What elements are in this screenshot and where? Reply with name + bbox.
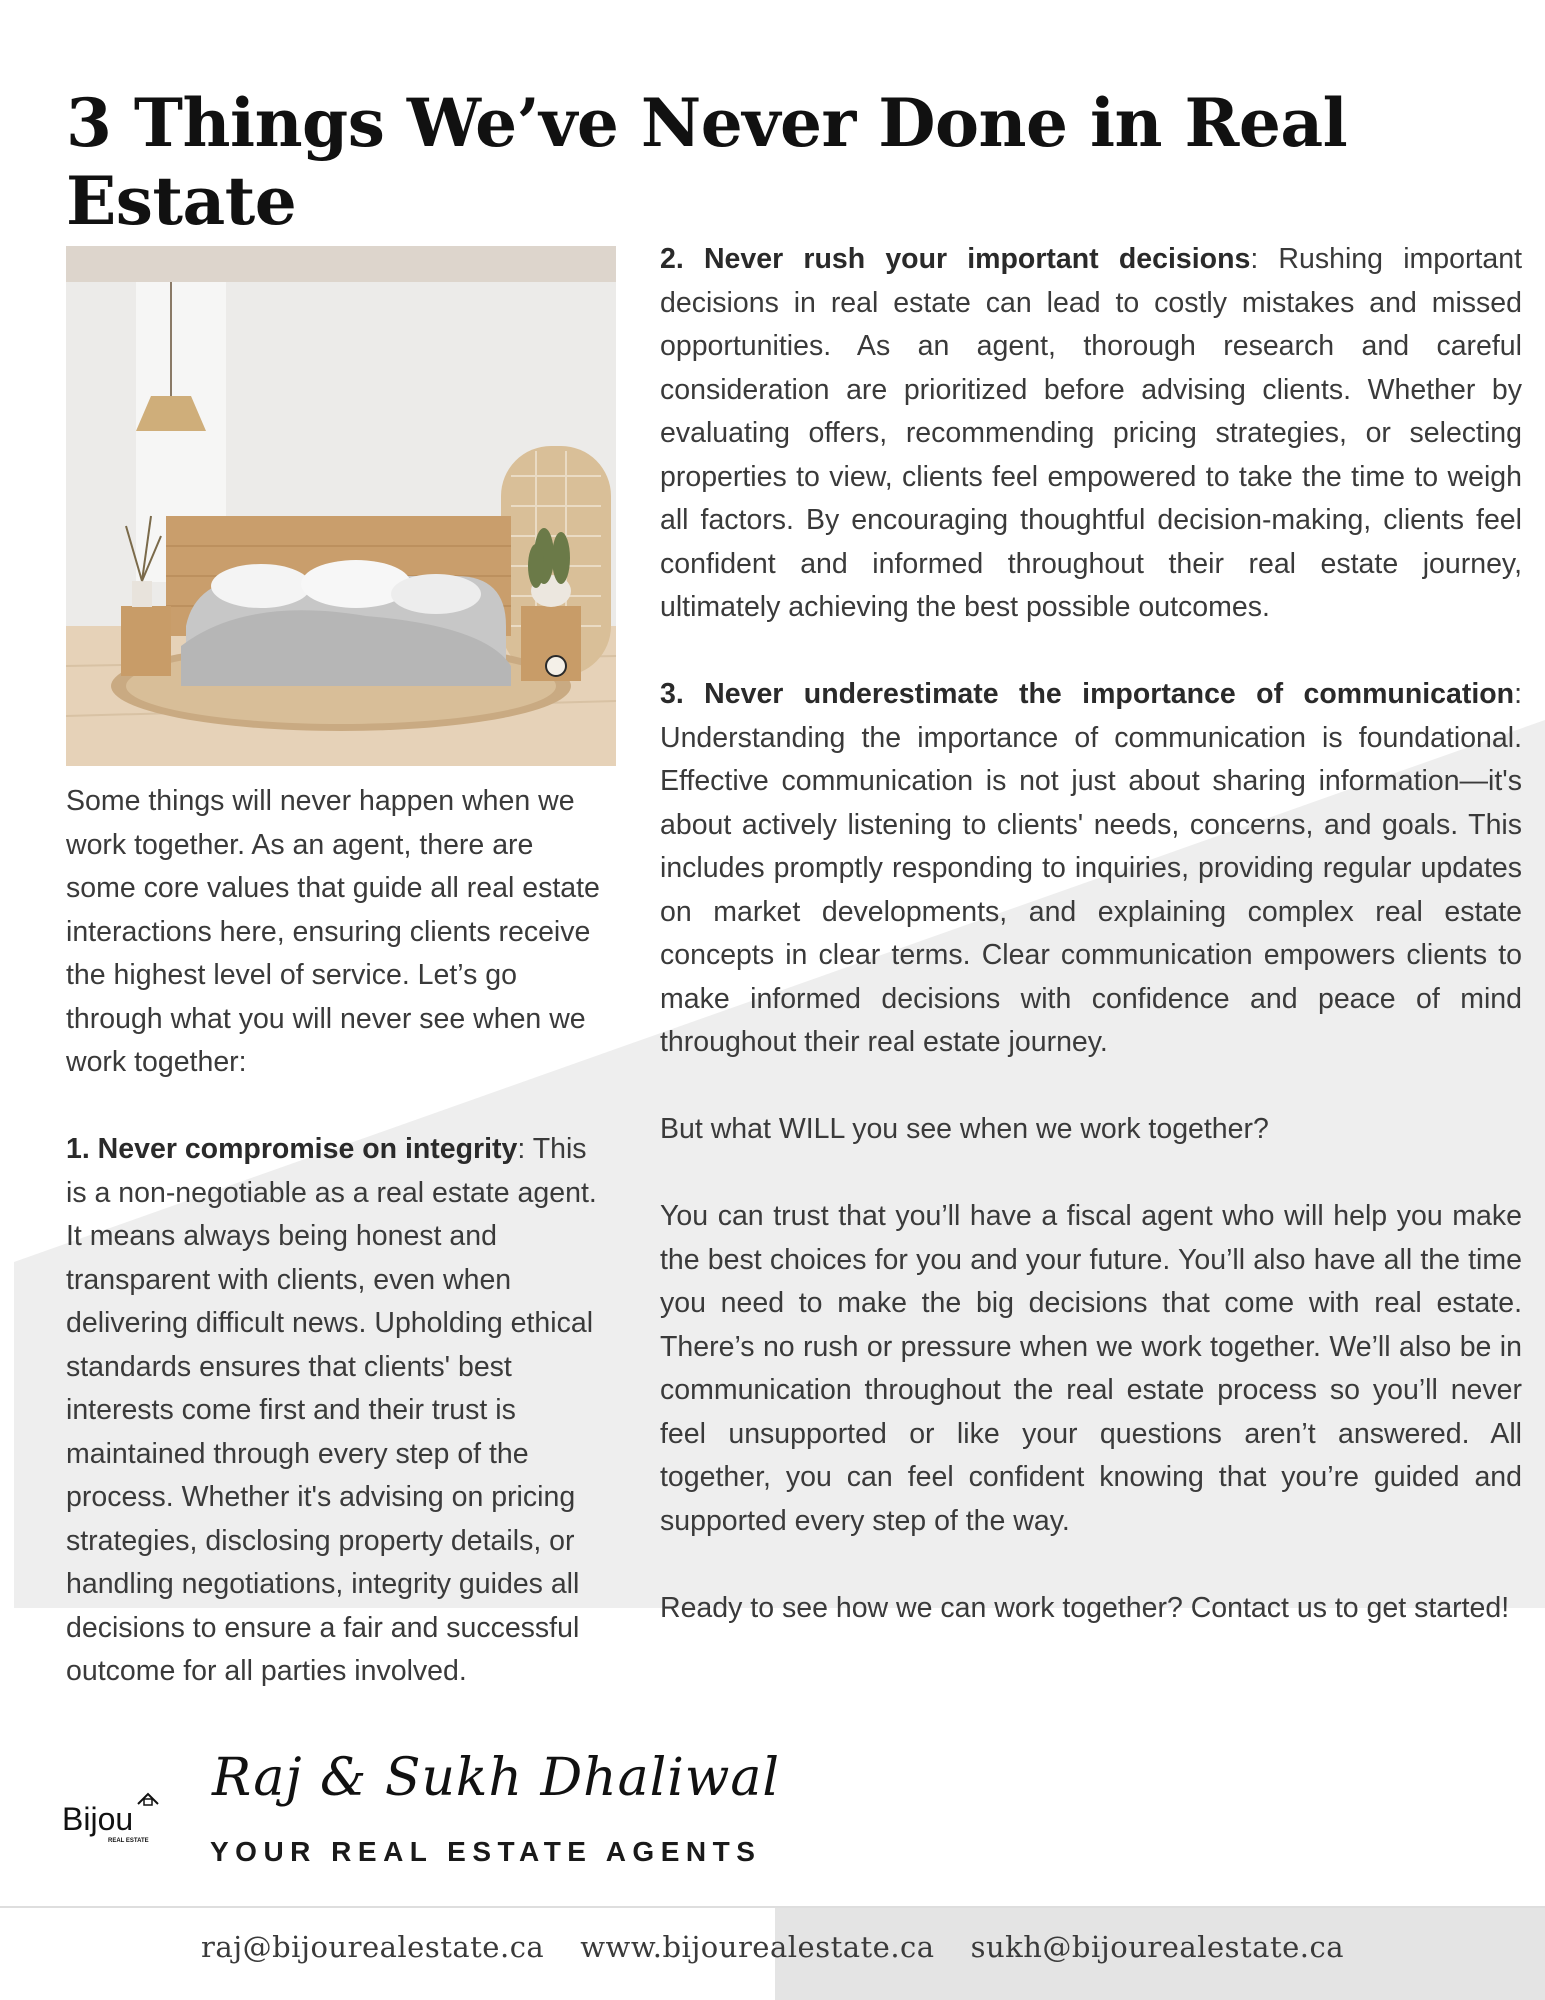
- point-2-body: : Rushing important decisions in real estate can lead to costly mistakes and missed opportunities. As an agent, thorough research and careful consideration are prioritized before advising clients. Whether by evaluating offers, recommending pricing strategies, or selecting properties to view, clients feel empowered to take the time to weigh all factors. By encouraging thoughtful decision-making, clients feel confident and informed throughout their real estate journey, ultimately achieving the best possible outcomes.: [660, 243, 1522, 623]
- intro-paragraph: Some things will never happen when we work together. As an agent, there are some core values that guide all real estate interactions here, ensuring clients receive the highest level of service. Let’s go through what you will never see when we work together:: [66, 785, 600, 1078]
- point-3: [660, 673, 1522, 1065]
- point-1: [66, 1128, 606, 1694]
- bedroom-photo: [66, 246, 616, 766]
- footer-divider: [0, 1906, 1545, 1908]
- page-title: 3 Things We’ve Never Done in Real Estate: [66, 84, 1348, 240]
- right-column: [660, 238, 1522, 1630]
- point-3-body: : Understanding the importance of communication is foundational. Effective communication is not just about sharing information—it's about actively listening to clients' needs, concerns, and goals. This includes promptly responding to inquiries, providing regular updates on market developments, and explaining complex real estate concepts in clear terms. Clear communication empowers clients to make informed decisions with confidence and peace of mind throughout their real estate journey.: [660, 678, 1522, 1058]
- agent-signature: Raj & Sukh Dhaliwal: [212, 1748, 781, 1808]
- logo-wordmark: Bijou: [62, 1801, 134, 1837]
- left-column: [66, 780, 606, 1694]
- answer-paragraph: You can trust that you’ll have a fiscal agent who will help you make the best choices for you and your future. You’ll also have all the time you need to make the big decisions that come with real estate. There’s no rush or pressure when we work together. We’ll also be in communication throughout the real estate process so you’ll never feel unsupported or like your questions aren’t answered. All together, you can feel confident knowing that you’re guided and supported every step of the way.: [660, 1200, 1522, 1537]
- footer-website[interactable]: www.bijourealestate.ca: [580, 1930, 935, 1964]
- point-1-body: : This is a non-negotiable as a real estate agent. It means always being honest and transparent with clients, even when delivering difficult news. Upholding ethical standards ensures that clients' best interests come first and their trust is maintained through every step of the process. Whether it's advising on pricing strategies, disclosing property details, or handling negotiations, integrity guides all decisions to ensure a fair and successful outcome for all parties involved.: [66, 1133, 597, 1687]
- point-2: [660, 238, 1522, 630]
- point-2-heading: 2. Never rush your important decisions: [660, 243, 1251, 275]
- logo-subtext: REAL ESTATE: [108, 1838, 149, 1844]
- footer-contact: [0, 1930, 1545, 1964]
- cta-paragraph: Ready to see how we can work together? Contact us to get started!: [660, 1591, 1510, 1624]
- agents-label: YOUR REAL ESTATE AGENTS: [210, 1836, 762, 1867]
- footer-email-sukh[interactable]: sukh@bijourealestate.ca: [970, 1930, 1345, 1964]
- bijou-logo: [60, 1790, 170, 1850]
- footer-email-raj[interactable]: raj@bijourealestate.ca: [200, 1930, 545, 1964]
- point-3-heading: 3. Never underestimate the importance of communication: [660, 678, 1515, 710]
- point-1-heading: 1. Never compromise on integrity: [66, 1133, 518, 1165]
- question-paragraph: But what WILL you see when we work together?: [660, 1113, 1269, 1145]
